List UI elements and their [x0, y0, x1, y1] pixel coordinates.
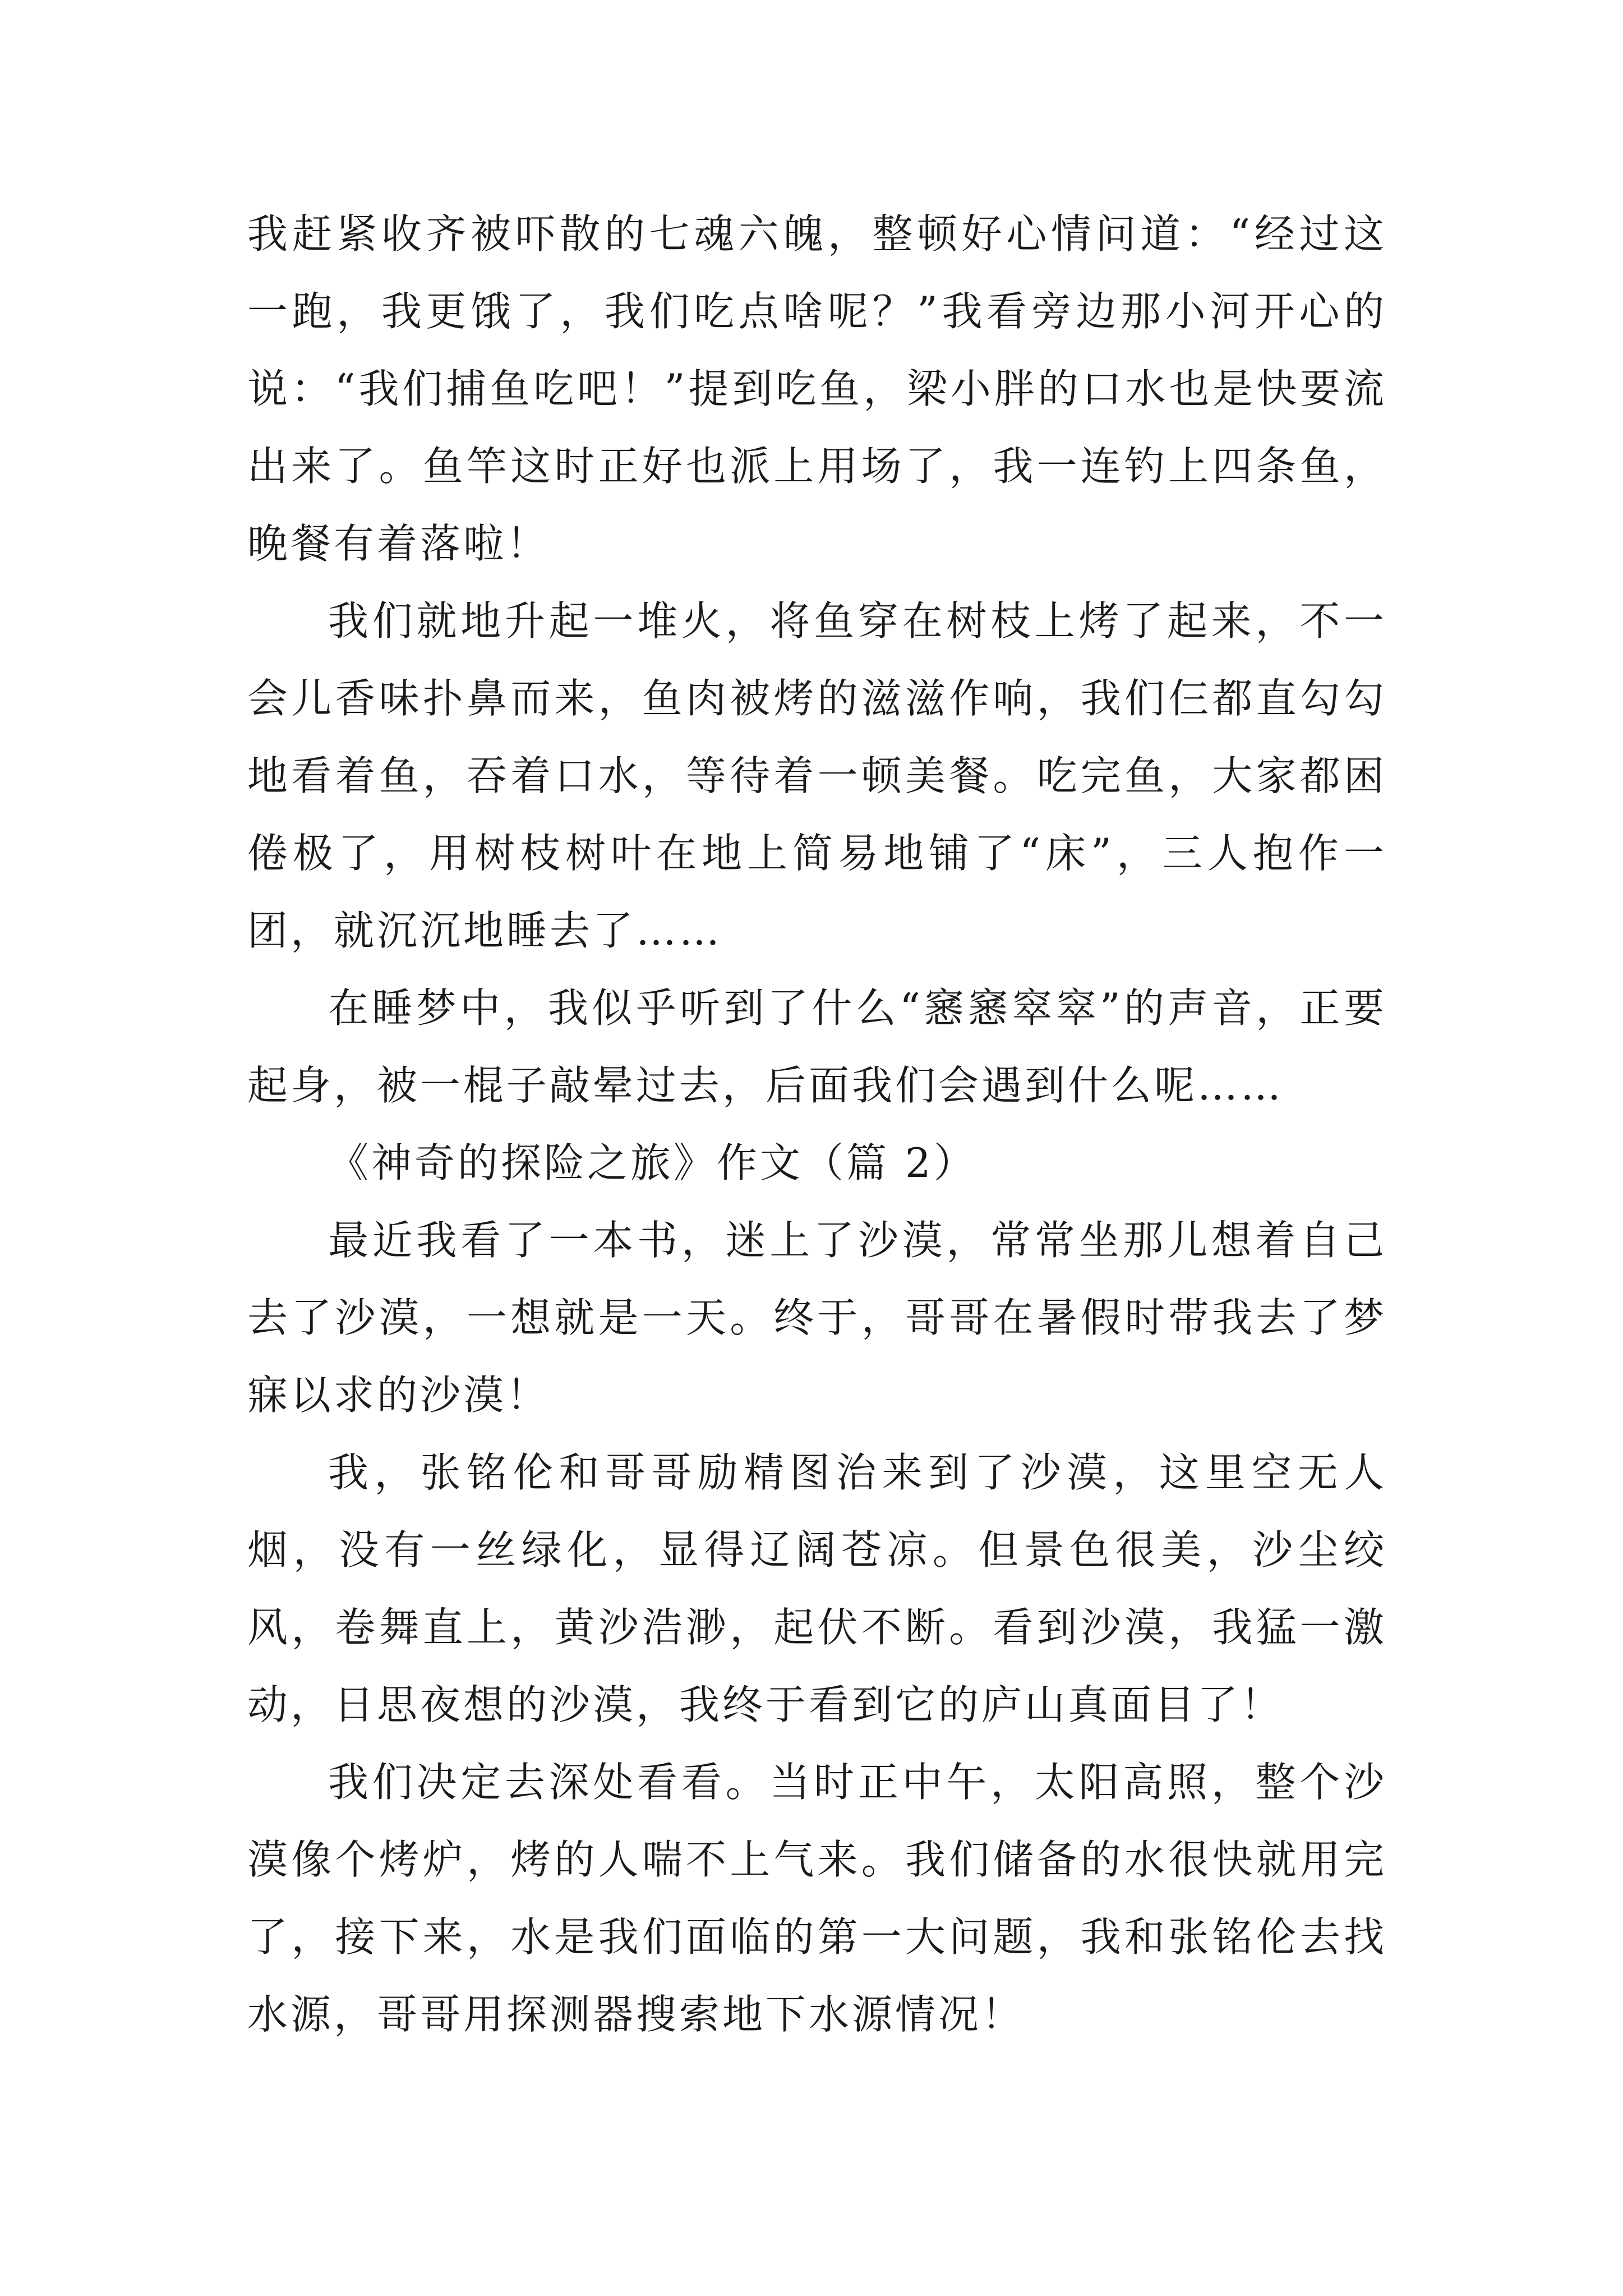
document-body — [247, 195, 1387, 2053]
paragraph: 在睡梦中，我似乎听到了什么“窸窸窣窣”的声音，正要起身，被一棍子敲晕过去，后面我们会遇到什么呢…… — [247, 984, 1387, 1109]
paragraph: 我赶紧收齐被吓散的七魂六魄，整顿好心情问道：“经过这一跑，我更饿了，我们吃点啥呢？”我看旁边那小河开心的说：“我们捕鱼吃吧！”提到吃鱼，梁小胖的口水也是快要流出来了。鱼竿这时正好也派上用场了，我一连钓上四条鱼，晚餐有着落啦！ — [247, 210, 1387, 567]
paragraph: 最近我看了一本书，迷上了沙漠，常常坐那儿想着自己去了沙漠，一想就是一天。终于，哥哥在暑假时带我去了梦寐以求的沙漠！ — [247, 1217, 1387, 1419]
paragraph: 我们决定去深处看看。当时正中午，太阳高照，整个沙漠像个烤炉，烤的人喘不上气来。我们储备的水很快就用完了，接下来，水是我们面临的第一大问题，我和张铭伦去找水源，哥哥用探测器搜索地下水源情况！ — [247, 1759, 1387, 2038]
paragraph: 我，张铭伦和哥哥励精图治来到了沙漠，这里空无人烟，没有一丝绿化，显得辽阔苍凉。但景色很美，沙尘绞风，卷舞直上，黄沙浩渺，起伏不断。看到沙漠，我猛一激动，日思夜想的沙漠，我终于看到它的庐山真面目了！ — [247, 1449, 1387, 1728]
section-heading: 《神奇的探险之旅》作文（篇 2） — [328, 1139, 977, 1186]
paragraph: 我们就地升起一堆火，将鱼穿在树枝上烤了起来，不一会儿香味扑鼻而来，鱼肉被烤的滋滋作响，我们仨都直勾勾地看着鱼，吞着口水，等待着一顿美餐。吃完鱼，大家都困倦极了，用树枝树叶在地上简易地铺了“床”，三人抱作一团，就沉沉地睡去了…… — [247, 597, 1387, 954]
